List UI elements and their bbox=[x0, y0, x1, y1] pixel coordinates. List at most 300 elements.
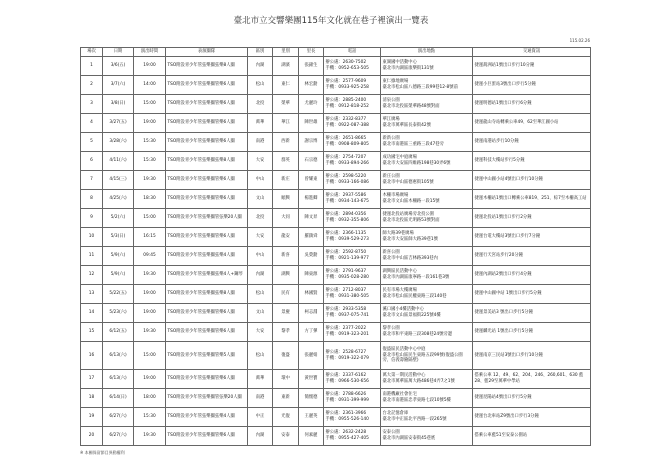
header-team: 表演團隊 bbox=[166, 48, 248, 57]
table-row bbox=[81, 133, 591, 152]
cell-district: 中正 bbox=[248, 408, 273, 427]
cell-team: TSO附設青少年管弦樂團管樂6人團 bbox=[166, 76, 248, 95]
cell-time: 19:00 bbox=[134, 304, 166, 323]
cell-date: 5/23(六) bbox=[103, 304, 134, 323]
cell-district: 文山 bbox=[248, 190, 273, 209]
cell-phone bbox=[324, 171, 381, 190]
cell-venue bbox=[381, 57, 473, 76]
cell-team: TSO附設青少年管弦樂團弦樂8人團 bbox=[166, 152, 248, 171]
table-row bbox=[81, 76, 591, 95]
cell-village: 東仁 bbox=[273, 76, 299, 95]
cell-venue bbox=[381, 285, 473, 304]
cell-venue bbox=[381, 247, 473, 266]
phone-mobile: 手機：0934-143-675 bbox=[325, 199, 369, 204]
cell-date: 6/13(六) bbox=[103, 370, 134, 389]
venue-name: 成功國宅中庭廣場 bbox=[382, 155, 417, 161]
cell-village: 群英 bbox=[273, 152, 299, 171]
table-row bbox=[81, 57, 591, 76]
phone-mobile: 手機：0952-653-505 bbox=[325, 66, 369, 71]
cell-district: 內湖 bbox=[248, 57, 273, 76]
cell-no: 9 bbox=[81, 209, 103, 228]
venue-name: 溪口國小4樓活動中心 bbox=[382, 307, 424, 313]
cell-no: 6 bbox=[81, 152, 103, 171]
phone-office: 辦公處：2337-6162 bbox=[325, 373, 367, 379]
cell-date: 4/15(三) bbox=[103, 171, 134, 190]
cell-phone bbox=[324, 389, 381, 408]
cell-date: 5/22(五) bbox=[103, 285, 134, 304]
venue-address: 臺北市中山區德惠街105號 bbox=[382, 180, 434, 185]
venue-address: 臺北市和平東路三段308巷24號旁邊 bbox=[382, 332, 453, 337]
phone-office: 辦公處：2598-5220 bbox=[325, 174, 367, 180]
cell-district: 內湖 bbox=[248, 266, 273, 285]
document-date: 115.02.26 bbox=[569, 38, 590, 43]
cell-phone bbox=[324, 323, 381, 342]
cell-phone bbox=[324, 285, 381, 304]
cell-village: 湖濱 bbox=[273, 57, 299, 76]
phone-office: 辦公處：2577-9609 bbox=[325, 79, 367, 85]
header-venue: 演出地點 bbox=[381, 48, 473, 57]
phone-office: 辦公處：2933-5358 bbox=[325, 307, 367, 313]
cell-time: 16:15 bbox=[134, 228, 166, 247]
cell-date: 3/27(五) bbox=[103, 114, 134, 133]
cell-transport: 捷運南京三民站3號出口步行10分鐘 bbox=[473, 342, 591, 370]
cell-date: 3/7(六) bbox=[103, 76, 134, 95]
phone-mobile: 手機：0966-530-656 bbox=[325, 379, 369, 384]
cell-district: 內湖 bbox=[248, 427, 273, 446]
cell-time: 19:30 bbox=[134, 171, 166, 190]
cell-chief: 陳東源 bbox=[299, 266, 324, 285]
cell-time: 14:00 bbox=[134, 76, 166, 95]
phone-office: 辦公處：2885-2400 bbox=[325, 98, 367, 104]
cell-phone bbox=[324, 133, 381, 152]
cell-chief: 張錦生 bbox=[299, 57, 324, 76]
cell-time: 19:30 bbox=[134, 427, 166, 446]
phone-mobile: 手機：0937-075-741 bbox=[325, 313, 369, 318]
cell-transport: 捷運小巨蛋站3號出口步行5分鐘 bbox=[473, 76, 591, 95]
table-row bbox=[81, 190, 591, 209]
venue-address: 臺北市文山區景福街225號4樓 bbox=[382, 313, 441, 318]
cell-chief: 王麗英 bbox=[299, 408, 324, 427]
cell-venue bbox=[381, 152, 473, 171]
cell-phone bbox=[324, 247, 381, 266]
phone-office: 辦公處：2528-6727 bbox=[325, 349, 367, 355]
cell-date: 3/28(六) bbox=[103, 133, 134, 152]
cell-team: TSO附設青少年管弦樂團弦樂8人團 bbox=[166, 57, 248, 76]
page-title: 臺北市立交響樂團115年文化就在巷子裡演出一覽表 bbox=[233, 16, 429, 26]
cell-village: 湖興 bbox=[273, 266, 299, 285]
venue-name: 湖興區民活動中心 bbox=[382, 269, 417, 275]
phone-office: 辦公處：2791-9637 bbox=[325, 269, 367, 275]
phone-office: 辦公處：2937-5586 bbox=[325, 193, 367, 199]
cell-phone bbox=[324, 342, 381, 370]
cell-venue bbox=[381, 95, 473, 114]
cell-team: TSO附設青少年管弦樂團管樂5人團 bbox=[166, 342, 248, 370]
cell-transport: 捷運行天宮站步行20分鐘 bbox=[473, 247, 591, 266]
cell-date: 6/27(六) bbox=[103, 427, 134, 446]
cell-date: 4/11(六) bbox=[103, 152, 134, 171]
cell-team: TSO附設青少年管弦樂團管樂6人團 bbox=[166, 114, 248, 133]
cell-venue bbox=[381, 209, 473, 228]
venue-name: 南港機廠社會住宅 bbox=[382, 392, 417, 398]
venue-address: 臺北市大安區師大路39巷1號 bbox=[382, 237, 438, 242]
cell-transport: 捷運科技大樓站步行5分鐘 bbox=[473, 152, 591, 171]
cell-no: 11 bbox=[81, 247, 103, 266]
venue-address: 臺北市萬華區萬大路486巷4弄7之1號 bbox=[382, 379, 455, 384]
cell-date: 6/27(六) bbox=[103, 408, 134, 427]
venue-address: 臺北市中正區北平西路一段265號 bbox=[382, 417, 447, 422]
header-village: 里別 bbox=[273, 48, 299, 57]
venue-name: 復盛區民活動中心中庭 bbox=[382, 347, 426, 353]
cell-team: TSO附設青少年管弦樂團管樂6人團 bbox=[166, 427, 248, 446]
venue-address: 臺北市萬華區長泰街42號 bbox=[382, 123, 431, 128]
cell-phone bbox=[324, 95, 381, 114]
table-row bbox=[81, 408, 591, 427]
cell-venue bbox=[381, 304, 473, 323]
cell-transport: 捷運昆陽站4號出口步行5分鐘 bbox=[473, 389, 591, 408]
cell-team: TSO附設青少年管弦樂團管樂6人團 bbox=[166, 171, 248, 190]
table-row bbox=[81, 323, 591, 342]
venue-address: 臺北市內湖區安泰街45巷底 bbox=[382, 436, 436, 441]
cell-team: TSO附設青少年管弦樂團弦樂4人團 bbox=[166, 247, 248, 266]
cell-chief: 楊進卿 bbox=[299, 190, 324, 209]
cell-phone bbox=[324, 304, 381, 323]
cell-phone bbox=[324, 408, 381, 427]
phone-office: 辦公處：2361-3966 bbox=[325, 411, 367, 417]
cell-time: 18:30 bbox=[134, 190, 166, 209]
cell-time: 18:00 bbox=[134, 389, 166, 408]
cell-district: 松山 bbox=[248, 342, 273, 370]
phone-mobile: 手機：0939-529-273 bbox=[325, 237, 369, 242]
cell-transport: 捷運內湖站2號出口步行4分鐘 bbox=[473, 266, 591, 285]
cell-venue bbox=[381, 76, 473, 95]
table-row bbox=[81, 342, 591, 370]
cell-no: 16 bbox=[81, 342, 103, 370]
cell-phone bbox=[324, 427, 381, 446]
phone-office: 辦公處：2651-8665 bbox=[325, 136, 367, 142]
cell-no: 5 bbox=[81, 133, 103, 152]
phone-mobile: 手機：0955-427-405 bbox=[325, 436, 369, 441]
cell-team: TSO附設青少年管弦樂團弦樂4人+鋼琴 bbox=[166, 266, 248, 285]
cell-phone bbox=[324, 57, 381, 76]
cell-district: 大安 bbox=[248, 228, 273, 247]
cell-date: 6/14(日) bbox=[103, 389, 134, 408]
phone-mobile: 手機：0935-028-280 bbox=[325, 275, 369, 280]
cell-village: 新庄 bbox=[273, 171, 299, 190]
phone-office: 辦公處：2332-8377 bbox=[325, 117, 367, 123]
cell-phone bbox=[324, 152, 381, 171]
cell-time: 19:00 bbox=[134, 114, 166, 133]
phone-mobile: 手機：0922-087-388 bbox=[325, 123, 369, 128]
cell-transport: 搭乘公車藍51至安泰公園站 bbox=[473, 427, 591, 446]
cell-time: 19:00 bbox=[134, 285, 166, 304]
cell-no: 15 bbox=[81, 323, 103, 342]
cell-no: 3 bbox=[81, 95, 103, 114]
phone-mobile: 手機：0932-355-806 bbox=[325, 218, 369, 223]
cell-transport: 捷運中山國中站 1號出口步行5分鐘 bbox=[473, 285, 591, 304]
cell-team: TSO附設青少年管弦樂團管樂6人團 bbox=[166, 133, 248, 152]
cell-no: 7 bbox=[81, 171, 103, 190]
venue-name: 萬大第一期民活動中心 bbox=[382, 373, 426, 379]
cell-transport: 捷運麟光站 1號出口步行5分鐘 bbox=[473, 323, 591, 342]
venue-name: 東仁綠地廣場 bbox=[382, 79, 409, 85]
cell-village: 黎孝 bbox=[273, 323, 299, 342]
cell-time: 15:30 bbox=[134, 152, 166, 171]
table-row bbox=[81, 285, 591, 304]
cell-village: 東新 bbox=[273, 389, 299, 408]
cell-time: 19:30 bbox=[134, 323, 166, 342]
venue-name: 新新公園 bbox=[382, 136, 400, 142]
cell-date: 5/9(六) bbox=[103, 247, 134, 266]
phone-office: 辦公處：2712-8037 bbox=[325, 288, 367, 294]
venue-name: 黎孝公園 bbox=[382, 326, 400, 332]
venue-name: 新庄公園 bbox=[382, 174, 400, 180]
footnote: ※ 本團保留節目異動權利 bbox=[80, 450, 125, 455]
cell-chief: 何素麗 bbox=[299, 427, 324, 446]
cell-no: 1 bbox=[81, 57, 103, 76]
table-row bbox=[81, 114, 591, 133]
cell-village: 復盛 bbox=[273, 342, 299, 370]
cell-transport: 搭乘公車 12、49、62、204、246、260,601、630 藍28、藍29至萬華中學站 bbox=[473, 370, 591, 389]
cell-village: 順興 bbox=[273, 190, 299, 209]
header-district: 區別 bbox=[248, 48, 273, 57]
cell-no: 10 bbox=[81, 228, 103, 247]
cell-date: 6/12(五) bbox=[103, 323, 134, 342]
cell-no: 18 bbox=[81, 389, 103, 408]
cell-team: TSO附設青少年管弦樂團管弦樂20人團 bbox=[166, 389, 248, 408]
cell-time: 19:00 bbox=[134, 370, 166, 389]
phone-mobile: 手機：0919-322-079 bbox=[325, 355, 369, 361]
cell-district: 松山 bbox=[248, 76, 273, 95]
cell-venue bbox=[381, 133, 473, 152]
phone-office: 辦公處：2894-0356 bbox=[325, 212, 367, 218]
cell-chief: 謝宗博 bbox=[299, 133, 324, 152]
cell-venue bbox=[381, 408, 473, 427]
table-row bbox=[81, 266, 591, 285]
cell-district: 萬華 bbox=[248, 370, 273, 389]
table-row bbox=[81, 304, 591, 323]
cell-venue bbox=[381, 342, 473, 370]
cell-venue bbox=[381, 323, 473, 342]
phone-mobile: 手機：0933-894-266 bbox=[325, 161, 369, 166]
cell-venue bbox=[381, 190, 473, 209]
cell-team: TSO附設青少年管弦樂團弦樂4人團 bbox=[166, 408, 248, 427]
cell-venue bbox=[381, 228, 473, 247]
phone-mobile: 手機：0955-526-140 bbox=[325, 417, 369, 422]
cell-no: 8 bbox=[81, 190, 103, 209]
cell-phone bbox=[324, 209, 381, 228]
cell-district: 北投 bbox=[248, 209, 273, 228]
cell-phone bbox=[324, 266, 381, 285]
venue-address: 臺北市松山區民生東路五段99號(復盛公園旁，信義壽險隔壁) bbox=[382, 352, 463, 364]
cell-chief: 吳榮勳 bbox=[299, 247, 324, 266]
cell-transport: 捷運南港站步行10分鐘 bbox=[473, 133, 591, 152]
cell-team: TSO附設青少年管弦樂團管樂6人團 bbox=[166, 95, 248, 114]
cell-village: 光復 bbox=[273, 408, 299, 427]
venue-name: 新喜公園 bbox=[382, 250, 400, 256]
phone-mobile: 手機：0933-925-258 bbox=[325, 85, 369, 90]
table-row bbox=[81, 389, 591, 408]
cell-transport: 捷運明德站1號出口步行6分鐘 bbox=[473, 95, 591, 114]
venue-name: 木柵市場廣場 bbox=[382, 193, 409, 199]
phone-mobile: 手機：0933-166-086 bbox=[325, 180, 369, 185]
cell-no: 12 bbox=[81, 266, 103, 285]
phone-mobile: 手機：0931-399-999 bbox=[325, 398, 369, 403]
cell-chief: 柯志淵 bbox=[299, 304, 324, 323]
cell-team: TSO附設青少年管弦樂團管樂6人團 bbox=[166, 228, 248, 247]
phone-mobile: 手機：0912-818-252 bbox=[325, 104, 369, 109]
cell-no: 13 bbox=[81, 285, 103, 304]
cell-village: 景慶 bbox=[273, 304, 299, 323]
cell-time: 15:00 bbox=[134, 209, 166, 228]
phone-mobile: 手機：0931-380-505 bbox=[325, 294, 369, 299]
header-transport: 交通資訊 bbox=[473, 48, 591, 57]
cell-transport: 捷運台電大樓站3號出口步行7分鐘 bbox=[473, 228, 591, 247]
venue-address: 臺北市南港區忠孝東路七段10號5樓 bbox=[382, 398, 451, 403]
table-row bbox=[81, 228, 591, 247]
cell-district: 北投 bbox=[248, 95, 273, 114]
cell-phone bbox=[324, 114, 381, 133]
cell-chief: 石宗德 bbox=[299, 152, 324, 171]
table-row bbox=[81, 370, 591, 389]
cell-date: 3/8(日) bbox=[103, 95, 134, 114]
cell-no: 17 bbox=[81, 370, 103, 389]
venue-name: 師大路39巷廣場 bbox=[382, 231, 414, 237]
cell-team: TSO附設青少年管弦樂團管樂6人團 bbox=[166, 370, 248, 389]
venue-address: 臺北市內湖區康寧路一段161巷3號 bbox=[382, 275, 450, 280]
venue-address: 臺北市文山區木柵路一段15號 bbox=[382, 199, 440, 204]
cell-chief: 尤麗玲 bbox=[299, 95, 324, 114]
cell-district: 南港 bbox=[248, 389, 273, 408]
phone-office: 辦公處：2788-6626 bbox=[325, 392, 367, 398]
cell-village: 大同 bbox=[273, 209, 299, 228]
cell-date: 5/9(六) bbox=[103, 266, 134, 285]
cell-venue bbox=[381, 171, 473, 190]
cell-time: 19:30 bbox=[134, 266, 166, 285]
venue-address: 臺北市中山區吉林路393巷內 bbox=[382, 256, 438, 261]
phone-mobile: 手機：0921-139-977 bbox=[325, 256, 369, 261]
cell-transport: 捷運北投站1號出口步行2分鐘 bbox=[473, 209, 591, 228]
header-no: 場次 bbox=[81, 48, 103, 57]
cell-time: 09:45 bbox=[134, 247, 166, 266]
cell-village: 環中 bbox=[273, 370, 299, 389]
cell-team: TSO附設青少年管弦樂團管樂6人團 bbox=[166, 323, 248, 342]
cell-date: 5/2(六) bbox=[103, 209, 134, 228]
cell-team: TSO附設青少年管弦樂團管樂6人團 bbox=[166, 190, 248, 209]
cell-team: TSO附設青少年管弦樂團管弦樂20人團 bbox=[166, 209, 248, 228]
cell-team: TSO附設青少年管弦樂團弦樂8人團 bbox=[166, 285, 248, 304]
cell-transport: 捷運景美站3 號出口步行5分鐘 bbox=[473, 304, 591, 323]
venue-name: 東湖國中活動中心 bbox=[382, 60, 417, 66]
phone-mobile: 手機：0919-323-201 bbox=[325, 332, 369, 337]
venue-address: 臺北市南港區三重路三段47巷旁 bbox=[382, 142, 444, 147]
cell-chief: 簡懷德 bbox=[299, 389, 324, 408]
cell-time: 15:30 bbox=[134, 408, 166, 427]
cell-chief: 陳文昇 bbox=[299, 209, 324, 228]
cell-village: 民有 bbox=[273, 285, 299, 304]
cell-transport: 捷運木柵站1號出口轉乘公車819、251、棕7至木柵高工站 bbox=[473, 190, 591, 209]
cell-transport: 捷運龍山寺站轉乘公車49、62至華江國小站 bbox=[473, 114, 591, 133]
cell-time: 19:00 bbox=[134, 57, 166, 76]
cell-chief: 方丁彈 bbox=[299, 323, 324, 342]
cell-phone bbox=[324, 370, 381, 389]
cell-date: 4/25(六) bbox=[103, 190, 134, 209]
header-phone: 電話 bbox=[324, 48, 381, 57]
phone-office: 辦公處：2632-2428 bbox=[325, 430, 367, 436]
cell-village: 榮華 bbox=[273, 95, 299, 114]
cell-no: 19 bbox=[81, 408, 103, 427]
cell-time: 15:00 bbox=[134, 95, 166, 114]
cell-district: 大安 bbox=[248, 323, 273, 342]
cell-no: 20 bbox=[81, 427, 103, 446]
venue-address: 臺北市北投區光明路53號對面 bbox=[382, 218, 440, 223]
cell-chief: 羅鎮舜 bbox=[299, 228, 324, 247]
table-row bbox=[81, 209, 591, 228]
table-header-row bbox=[81, 48, 591, 57]
table-row bbox=[81, 171, 591, 190]
cell-no: 2 bbox=[81, 76, 103, 95]
table-row bbox=[81, 152, 591, 171]
cell-phone bbox=[324, 228, 381, 247]
cell-time: 15:00 bbox=[134, 342, 166, 370]
cell-venue bbox=[381, 389, 473, 408]
cell-village: 新喜 bbox=[273, 247, 299, 266]
cell-date: 6/13(六) bbox=[103, 342, 134, 370]
cell-transport: 捷運中山國小站4號出口步行10分鐘 bbox=[473, 171, 591, 190]
cell-team: TSO附設青少年管弦樂團管樂6人團 bbox=[166, 304, 248, 323]
table-row bbox=[81, 427, 591, 446]
cell-district: 中山 bbox=[248, 247, 273, 266]
cell-venue bbox=[381, 114, 473, 133]
cell-phone bbox=[324, 190, 381, 209]
cell-village: 安泰 bbox=[273, 427, 299, 446]
phone-office: 辦公處：2754-7207 bbox=[325, 155, 367, 161]
cell-village: 龍安 bbox=[273, 228, 299, 247]
cell-district: 松山 bbox=[248, 285, 273, 304]
cell-district: 文山 bbox=[248, 304, 273, 323]
cell-district: 南港 bbox=[248, 133, 273, 152]
cell-venue bbox=[381, 427, 473, 446]
cell-district: 中山 bbox=[248, 171, 273, 190]
cell-no: 4 bbox=[81, 114, 103, 133]
phone-mobile: 手機：0908-809-805 bbox=[325, 142, 369, 147]
cell-chief: 黃世寶 bbox=[299, 370, 324, 389]
cell-chief: 曾耀東 bbox=[299, 171, 324, 190]
venue-address: 臺北市北投區榮華路48號對面 bbox=[382, 104, 440, 109]
schedule-table bbox=[80, 47, 591, 446]
cell-time: 15:30 bbox=[134, 133, 166, 152]
venue-address: 臺北市大安區四維路198巷30弄6號 bbox=[382, 161, 451, 166]
header-chief: 里長 bbox=[299, 48, 324, 57]
cell-venue bbox=[381, 370, 473, 389]
cell-date: 3/6(五) bbox=[103, 57, 134, 76]
venue-address: 臺北市松山區八德路三段99巷12-8號前 bbox=[382, 85, 458, 90]
cell-district: 萬華 bbox=[248, 114, 273, 133]
venue-name: 民有市場大樓廣場 bbox=[382, 288, 417, 294]
venue-name: 清泉公園 bbox=[382, 98, 400, 104]
venue-name: 台北記憶倉庫 bbox=[382, 411, 409, 417]
cell-village: 西新 bbox=[273, 133, 299, 152]
cell-district: 大安 bbox=[248, 152, 273, 171]
header-time: 演出時間 bbox=[134, 48, 166, 57]
cell-chief: 陳世雄 bbox=[299, 114, 324, 133]
cell-venue bbox=[381, 266, 473, 285]
cell-date: 5/3(日) bbox=[103, 228, 134, 247]
venue-name: 華江廣場 bbox=[382, 117, 400, 123]
cell-village: 華江 bbox=[273, 114, 299, 133]
cell-transport: 捷運葫洲站1號出口步行10分鐘 bbox=[473, 57, 591, 76]
phone-office: 辦公處：2377-2022 bbox=[325, 326, 367, 332]
table-row bbox=[81, 247, 591, 266]
